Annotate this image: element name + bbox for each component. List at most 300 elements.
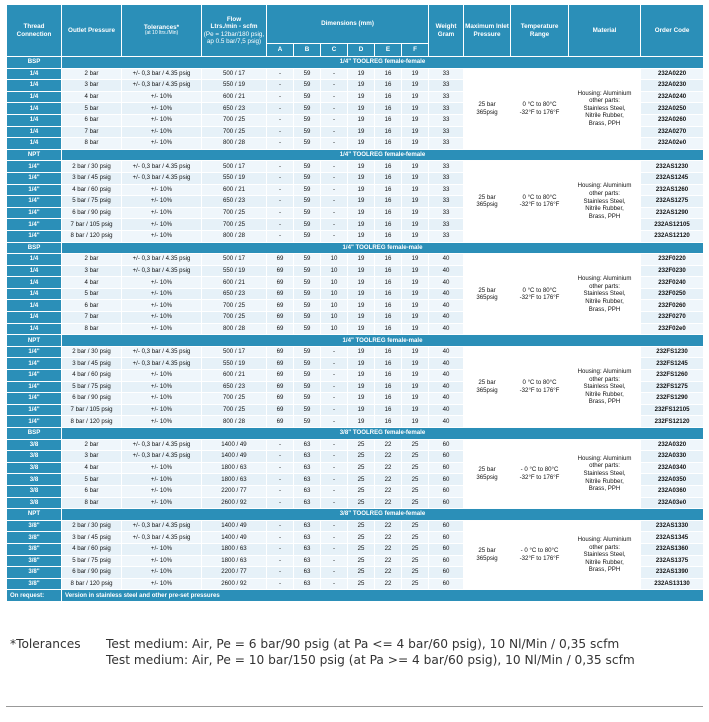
cell-dim-c: - — [321, 358, 348, 370]
cell-dim-a: 69 — [267, 358, 294, 370]
cell-weight: 40 — [429, 323, 464, 335]
cell-dim-c: - — [321, 103, 348, 115]
section-header-row — [7, 509, 704, 521]
cell-thread: 3/8 — [7, 485, 62, 497]
section-title: 1/4" TOOLREG female-female — [62, 149, 704, 161]
cell-thread: 1/4" — [7, 393, 62, 405]
cell-dim-c: - — [321, 219, 348, 231]
cell-dim-a: 69 — [267, 346, 294, 358]
cell-dim-c: - — [321, 416, 348, 428]
cell-order-code: 232F0230 — [641, 265, 704, 277]
cell-dim-d: 19 — [348, 161, 375, 173]
cell-thread: 1/4 — [7, 323, 62, 335]
cell-dim-e: 16 — [375, 230, 402, 242]
cell-flow: 1400 / 49 — [202, 439, 267, 451]
cell-outlet-pressure: 8 bar — [62, 138, 122, 150]
cell-dim-b: 59 — [294, 300, 321, 312]
cell-dim-d: 19 — [348, 172, 375, 184]
cell-dim-d: 25 — [348, 439, 375, 451]
section-header-row — [7, 242, 704, 254]
cell-flow: 650 / 23 — [202, 103, 267, 115]
cell-dim-b: 59 — [294, 230, 321, 242]
cell-dim-c: - — [321, 393, 348, 405]
cell-thread: 1/4" — [7, 207, 62, 219]
cell-material — [569, 254, 641, 335]
cell-flow: 650 / 23 — [202, 288, 267, 300]
cell-weight: 33 — [429, 230, 464, 242]
cell-dim-b: 59 — [294, 196, 321, 208]
cell-order-code: 232A0270 — [641, 126, 704, 138]
cell-tolerance: +/- 10% — [122, 184, 202, 196]
cell-dim-a: 69 — [267, 300, 294, 312]
cell-thread: 1/4 — [7, 114, 62, 126]
cell-flow: 600 / 21 — [202, 184, 267, 196]
material-line: other parts: — [589, 462, 620, 470]
cell-dim-c: 10 — [321, 254, 348, 266]
notes-line-2: Test medium: Air, Pe = 10 bar/150 psig (at Pa >= 4 bar/60 psig), 10 Nl/Min / 0,35 scfm — [106, 653, 635, 667]
cell-dim-c: 10 — [321, 300, 348, 312]
cell-weight: 33 — [429, 91, 464, 103]
cell-dim-a: - — [267, 567, 294, 579]
cell-flow: 1400 / 49 — [202, 451, 267, 463]
cell-order-code: 232FS1290 — [641, 393, 704, 405]
cell-order-code: 232A0330 — [641, 451, 704, 463]
temperature-line: -32°F to 176°F — [519, 473, 560, 481]
cell-max-inlet — [464, 68, 511, 149]
cell-outlet-pressure: 4 bar — [62, 91, 122, 103]
cell-dim-e: 16 — [375, 358, 402, 370]
cell-thread: 3/8 — [7, 451, 62, 463]
cell-flow: 2200 / 77 — [202, 485, 267, 497]
cell-flow: 800 / 28 — [202, 323, 267, 335]
header-thread: Thread Connection — [7, 5, 62, 57]
cell-weight: 33 — [429, 138, 464, 150]
cell-dim-a: - — [267, 485, 294, 497]
cell-dim-ff: 19 — [402, 265, 429, 277]
cell-dim-e: 16 — [375, 80, 402, 92]
cell-dim-a: - — [267, 230, 294, 242]
cell-dim-e: 16 — [375, 68, 402, 80]
cell-flow: 1800 / 63 — [202, 555, 267, 567]
cell-dim-c: - — [321, 196, 348, 208]
cell-tolerance: +/- 10% — [122, 474, 202, 486]
cell-weight: 40 — [429, 312, 464, 324]
cell-weight: 33 — [429, 114, 464, 126]
cell-dim-e: 22 — [375, 439, 402, 451]
cell-flow: 1800 / 63 — [202, 462, 267, 474]
cell-dim-a: 69 — [267, 370, 294, 382]
cell-order-code: 232AS1260 — [641, 184, 704, 196]
header-flow-l2: Ltrs./min - scfm — [210, 23, 258, 31]
cell-weight: 40 — [429, 277, 464, 289]
cell-dim-b: 59 — [294, 312, 321, 324]
max-inlet-line: 25 bar — [478, 286, 496, 294]
cell-weight: 33 — [429, 68, 464, 80]
cell-flow: 700 / 25 — [202, 300, 267, 312]
cell-dim-ff: 19 — [402, 346, 429, 358]
cell-dim-ff: 19 — [402, 138, 429, 150]
cell-weight: 33 — [429, 80, 464, 92]
cell-dim-c: - — [321, 555, 348, 567]
material-line: Brass, PPH — [588, 566, 621, 574]
cell-dim-c: - — [321, 578, 348, 590]
cell-dim-c: - — [321, 172, 348, 184]
cell-outlet-pressure: 3 bar / 45 psig — [62, 172, 122, 184]
cell-dim-b: 59 — [294, 161, 321, 173]
cell-dim-e: 22 — [375, 520, 402, 532]
cell-outlet-pressure: 8 bar / 120 psig — [62, 416, 122, 428]
cell-tolerance: +/- 0,3 bar / 4.35 psig — [122, 520, 202, 532]
cell-dim-d: 25 — [348, 578, 375, 590]
cell-dim-e: 16 — [375, 381, 402, 393]
cell-dim-d: 19 — [348, 393, 375, 405]
section-thread: NPT — [7, 335, 62, 347]
cell-outlet-pressure: 5 bar / 75 psig — [62, 196, 122, 208]
max-inlet-line: 365psig — [476, 294, 498, 302]
max-inlet-line: 25 bar — [478, 466, 496, 474]
max-inlet-line: 365psig — [476, 555, 498, 563]
cell-dim-e: 22 — [375, 555, 402, 567]
cell-dim-b: 59 — [294, 381, 321, 393]
cell-dim-d: 25 — [348, 543, 375, 555]
cell-dim-c: 10 — [321, 265, 348, 277]
cell-dim-e: 16 — [375, 172, 402, 184]
cell-order-code: 232A0260 — [641, 114, 704, 126]
cell-thread: 1/4" — [7, 161, 62, 173]
cell-outlet-pressure: 2 bar / 30 psig — [62, 346, 122, 358]
cell-dim-d: 19 — [348, 114, 375, 126]
cell-dim-e: 22 — [375, 532, 402, 544]
cell-flow: 1800 / 63 — [202, 543, 267, 555]
cell-temperature — [511, 254, 569, 335]
footer-row — [7, 590, 704, 602]
cell-dim-a: - — [267, 462, 294, 474]
cell-dim-d: 19 — [348, 91, 375, 103]
cell-dim-b: 59 — [294, 68, 321, 80]
header-dim-c: C — [321, 44, 348, 57]
cell-tolerance: +/- 0,3 bar / 4.35 psig — [122, 265, 202, 277]
cell-flow: 500 / 17 — [202, 161, 267, 173]
material-line: Stainless Steel, — [583, 551, 626, 559]
cell-outlet-pressure: 2 bar / 30 psig — [62, 520, 122, 532]
cell-tolerance: +/- 0,3 bar / 4.35 psig — [122, 346, 202, 358]
cell-tolerance: +/- 10% — [122, 404, 202, 416]
cell-dim-a: - — [267, 474, 294, 486]
cell-tolerance: +/- 10% — [122, 277, 202, 289]
header-flow-l3: (Pe = 12bar/180 psig, — [203, 30, 265, 38]
cell-flow: 550 / 19 — [202, 358, 267, 370]
cell-material — [569, 520, 641, 590]
cell-outlet-pressure: 6 bar — [62, 485, 122, 497]
cell-thread: 1/4 — [7, 91, 62, 103]
cell-dim-c: - — [321, 80, 348, 92]
header-flow — [202, 5, 267, 57]
cell-dim-c: - — [321, 230, 348, 242]
cell-dim-a: - — [267, 532, 294, 544]
cell-dim-a: 69 — [267, 254, 294, 266]
cell-thread: 3/8 — [7, 474, 62, 486]
cell-weight: 33 — [429, 103, 464, 115]
cell-flow: 1800 / 63 — [202, 474, 267, 486]
cell-dim-b: 59 — [294, 207, 321, 219]
cell-weight: 60 — [429, 520, 464, 532]
cell-dim-ff: 25 — [402, 497, 429, 509]
cell-weight: 40 — [429, 254, 464, 266]
material-line: Stainless Steel, — [583, 470, 626, 478]
cell-weight: 60 — [429, 451, 464, 463]
cell-dim-a: - — [267, 68, 294, 80]
material-line: Housing: Aluminium — [577, 275, 632, 283]
cell-order-code: 232A02e0 — [641, 138, 704, 150]
cell-tolerance: +/- 10% — [122, 126, 202, 138]
cell-dim-d: 19 — [348, 254, 375, 266]
cell-order-code: 232AS12120 — [641, 230, 704, 242]
cell-dim-b: 59 — [294, 277, 321, 289]
max-inlet-line: 25 bar — [478, 101, 496, 109]
cell-tolerance: +/- 0,3 bar / 4.35 psig — [122, 254, 202, 266]
cell-dim-d: 19 — [348, 80, 375, 92]
cell-dim-a: - — [267, 80, 294, 92]
cell-dim-ff: 19 — [402, 404, 429, 416]
cell-dim-c: - — [321, 497, 348, 509]
cell-thread: 1/4 — [7, 277, 62, 289]
cell-dim-ff: 25 — [402, 520, 429, 532]
cell-flow: 700 / 25 — [202, 219, 267, 231]
cell-dim-c: 10 — [321, 312, 348, 324]
cell-thread: 1/4 — [7, 126, 62, 138]
cell-outlet-pressure: 5 bar / 75 psig — [62, 381, 122, 393]
spec-table — [6, 4, 704, 602]
cell-order-code: 232AS1330 — [641, 520, 704, 532]
section-header-row — [7, 57, 704, 69]
cell-order-code: 232AS1390 — [641, 567, 704, 579]
header-dim-b: B — [294, 44, 321, 57]
cell-dim-d: 19 — [348, 312, 375, 324]
header-outlet-pressure: Outlet Pressure — [62, 5, 122, 57]
cell-dim-b: 63 — [294, 543, 321, 555]
cell-dim-b: 63 — [294, 567, 321, 579]
cell-dim-a: 69 — [267, 416, 294, 428]
cell-weight: 60 — [429, 439, 464, 451]
cell-weight: 60 — [429, 543, 464, 555]
cell-dim-c: - — [321, 161, 348, 173]
cell-weight: 40 — [429, 300, 464, 312]
cell-weight: 33 — [429, 161, 464, 173]
cell-outlet-pressure: 4 bar — [62, 277, 122, 289]
cell-order-code: 232A0340 — [641, 462, 704, 474]
cell-weight: 40 — [429, 416, 464, 428]
cell-dim-b: 59 — [294, 323, 321, 335]
cell-dim-d: 25 — [348, 532, 375, 544]
cell-weight: 60 — [429, 497, 464, 509]
cell-outlet-pressure: 3 bar / 45 psig — [62, 358, 122, 370]
cell-weight: 33 — [429, 184, 464, 196]
cell-dim-c: - — [321, 520, 348, 532]
cell-dim-e: 16 — [375, 277, 402, 289]
temperature-line: -32°F to 176°F — [519, 108, 560, 116]
cell-outlet-pressure: 2 bar — [62, 254, 122, 266]
cell-dim-b: 59 — [294, 346, 321, 358]
cell-flow: 600 / 21 — [202, 91, 267, 103]
cell-dim-e: 16 — [375, 103, 402, 115]
cell-outlet-pressure: 5 bar — [62, 474, 122, 486]
cell-dim-e: 16 — [375, 207, 402, 219]
cell-dim-e: 16 — [375, 265, 402, 277]
cell-outlet-pressure: 5 bar — [62, 103, 122, 115]
cell-order-code: 232F0270 — [641, 312, 704, 324]
cell-tolerance: +/- 0,3 bar / 4.35 psig — [122, 161, 202, 173]
cell-dim-a: - — [267, 207, 294, 219]
cell-dim-ff: 19 — [402, 207, 429, 219]
cell-dim-d: 19 — [348, 230, 375, 242]
cell-material — [569, 439, 641, 509]
cell-dim-ff: 19 — [402, 381, 429, 393]
cell-weight: 40 — [429, 381, 464, 393]
cell-dim-b: 59 — [294, 126, 321, 138]
cell-outlet-pressure: 8 bar / 120 psig — [62, 578, 122, 590]
cell-flow: 700 / 25 — [202, 126, 267, 138]
tolerance-notes — [10, 636, 635, 668]
cell-weight: 60 — [429, 462, 464, 474]
cell-thread: 1/4 — [7, 312, 62, 324]
cell-dim-ff: 19 — [402, 91, 429, 103]
cell-thread: 1/4 — [7, 265, 62, 277]
material-line: Nitrile Rubber, — [585, 297, 624, 305]
material-line: Housing: Aluminium — [577, 89, 632, 97]
table-row — [7, 346, 704, 358]
cell-dim-c: - — [321, 68, 348, 80]
cell-dim-a: - — [267, 578, 294, 590]
temperature-line: 0 °C to 80°C — [522, 379, 557, 387]
cell-flow: 800 / 28 — [202, 416, 267, 428]
cell-dim-ff: 19 — [402, 103, 429, 115]
cell-dim-ff: 19 — [402, 323, 429, 335]
material-line: Brass, PPH — [588, 120, 621, 128]
cell-order-code: 232A0350 — [641, 474, 704, 486]
cell-dim-b: 63 — [294, 578, 321, 590]
cell-dim-ff: 19 — [402, 277, 429, 289]
temperature-line: 0 °C to 80°C — [522, 193, 557, 201]
cell-dim-a: - — [267, 196, 294, 208]
cell-dim-d: 25 — [348, 462, 375, 474]
cell-dim-d: 19 — [348, 184, 375, 196]
cell-dim-e: 16 — [375, 288, 402, 300]
cell-dim-e: 16 — [375, 161, 402, 173]
cell-outlet-pressure: 7 bar — [62, 312, 122, 324]
cell-order-code: 232AS1375 — [641, 555, 704, 567]
material-line: Nitrile Rubber, — [585, 477, 624, 485]
cell-tolerance: +/- 0,3 bar / 4.35 psig — [122, 358, 202, 370]
cell-dim-d: 19 — [348, 346, 375, 358]
section-title: 1/4" TOOLREG female-female — [62, 57, 704, 69]
cell-flow: 550 / 19 — [202, 265, 267, 277]
cell-thread: 1/4" — [7, 370, 62, 382]
cell-dim-b: 59 — [294, 219, 321, 231]
cell-thread: 1/4" — [7, 416, 62, 428]
cell-dim-ff: 19 — [402, 254, 429, 266]
cell-flow: 650 / 23 — [202, 196, 267, 208]
cell-thread: 1/4 — [7, 80, 62, 92]
cell-dim-c: - — [321, 404, 348, 416]
cell-dim-ff: 19 — [402, 393, 429, 405]
cell-dim-c: 10 — [321, 288, 348, 300]
cell-weight: 40 — [429, 265, 464, 277]
cell-dim-e: 22 — [375, 474, 402, 486]
header-dim-a: A — [267, 44, 294, 57]
cell-thread: 1/4" — [7, 172, 62, 184]
cell-dim-d: 19 — [348, 265, 375, 277]
cell-tolerance: +/- 10% — [122, 485, 202, 497]
cell-thread: 3/8" — [7, 555, 62, 567]
cell-order-code: 232F0240 — [641, 277, 704, 289]
cell-dim-d: 19 — [348, 323, 375, 335]
cell-dim-a: - — [267, 520, 294, 532]
cell-thread: 1/4 — [7, 138, 62, 150]
cell-flow: 500 / 17 — [202, 346, 267, 358]
cell-outlet-pressure: 6 bar / 90 psig — [62, 567, 122, 579]
material-line: other parts: — [589, 282, 620, 290]
cell-dim-ff: 19 — [402, 300, 429, 312]
temperature-line: 0 °C to 80°C — [522, 101, 557, 109]
cell-dim-b: 63 — [294, 474, 321, 486]
cell-dim-a: - — [267, 103, 294, 115]
cell-thread: 1/4 — [7, 288, 62, 300]
header-temperature: Temperature Range — [511, 5, 569, 57]
cell-thread: 1/4 — [7, 300, 62, 312]
cell-tolerance: +/- 0,3 bar / 4.35 psig — [122, 172, 202, 184]
cell-dim-ff: 19 — [402, 114, 429, 126]
material-line: other parts: — [589, 375, 620, 383]
material-line: Brass, PPH — [588, 398, 621, 406]
cell-flow: 700 / 25 — [202, 404, 267, 416]
cell-dim-d: 19 — [348, 207, 375, 219]
cell-temperature — [511, 68, 569, 149]
cell-flow: 800 / 28 — [202, 138, 267, 150]
cell-weight: 33 — [429, 126, 464, 138]
notes-line-1: Test medium: Air, Pe = 6 bar/90 psig (at Pa <= 4 bar/60 psig), 10 Nl/Min / 0,35 scfm — [106, 637, 620, 651]
cell-dim-e: 22 — [375, 485, 402, 497]
cell-outlet-pressure: 8 bar / 120 psig — [62, 230, 122, 242]
cell-dim-b: 59 — [294, 184, 321, 196]
cell-dim-ff: 25 — [402, 474, 429, 486]
cell-temperature — [511, 161, 569, 242]
cell-outlet-pressure: 8 bar — [62, 497, 122, 509]
cell-outlet-pressure: 5 bar / 75 psig — [62, 555, 122, 567]
material-line: Housing: Aluminium — [577, 454, 632, 462]
cell-outlet-pressure: 2 bar — [62, 68, 122, 80]
material-line: Nitrile Rubber, — [585, 390, 624, 398]
cell-dim-ff: 19 — [402, 161, 429, 173]
cell-dim-b: 63 — [294, 532, 321, 544]
header-order-code: Order Code — [641, 5, 704, 57]
cell-order-code: 232AS12105 — [641, 219, 704, 231]
cell-thread: 3/8 — [7, 497, 62, 509]
cell-dim-b: 59 — [294, 91, 321, 103]
cell-weight: 60 — [429, 532, 464, 544]
cell-dim-a: 69 — [267, 265, 294, 277]
cell-weight: 60 — [429, 578, 464, 590]
cell-tolerance: +/- 10% — [122, 114, 202, 126]
cell-dim-e: 16 — [375, 184, 402, 196]
cell-dim-a: 69 — [267, 404, 294, 416]
cell-tolerance: +/- 10% — [122, 207, 202, 219]
cell-order-code: 232A0320 — [641, 439, 704, 451]
cell-tolerance: +/- 10% — [122, 578, 202, 590]
cell-dim-ff: 25 — [402, 485, 429, 497]
cell-dim-e: 16 — [375, 91, 402, 103]
cell-order-code: 232AS1345 — [641, 532, 704, 544]
header-dimensions: Dimensions (mm) — [267, 5, 429, 44]
